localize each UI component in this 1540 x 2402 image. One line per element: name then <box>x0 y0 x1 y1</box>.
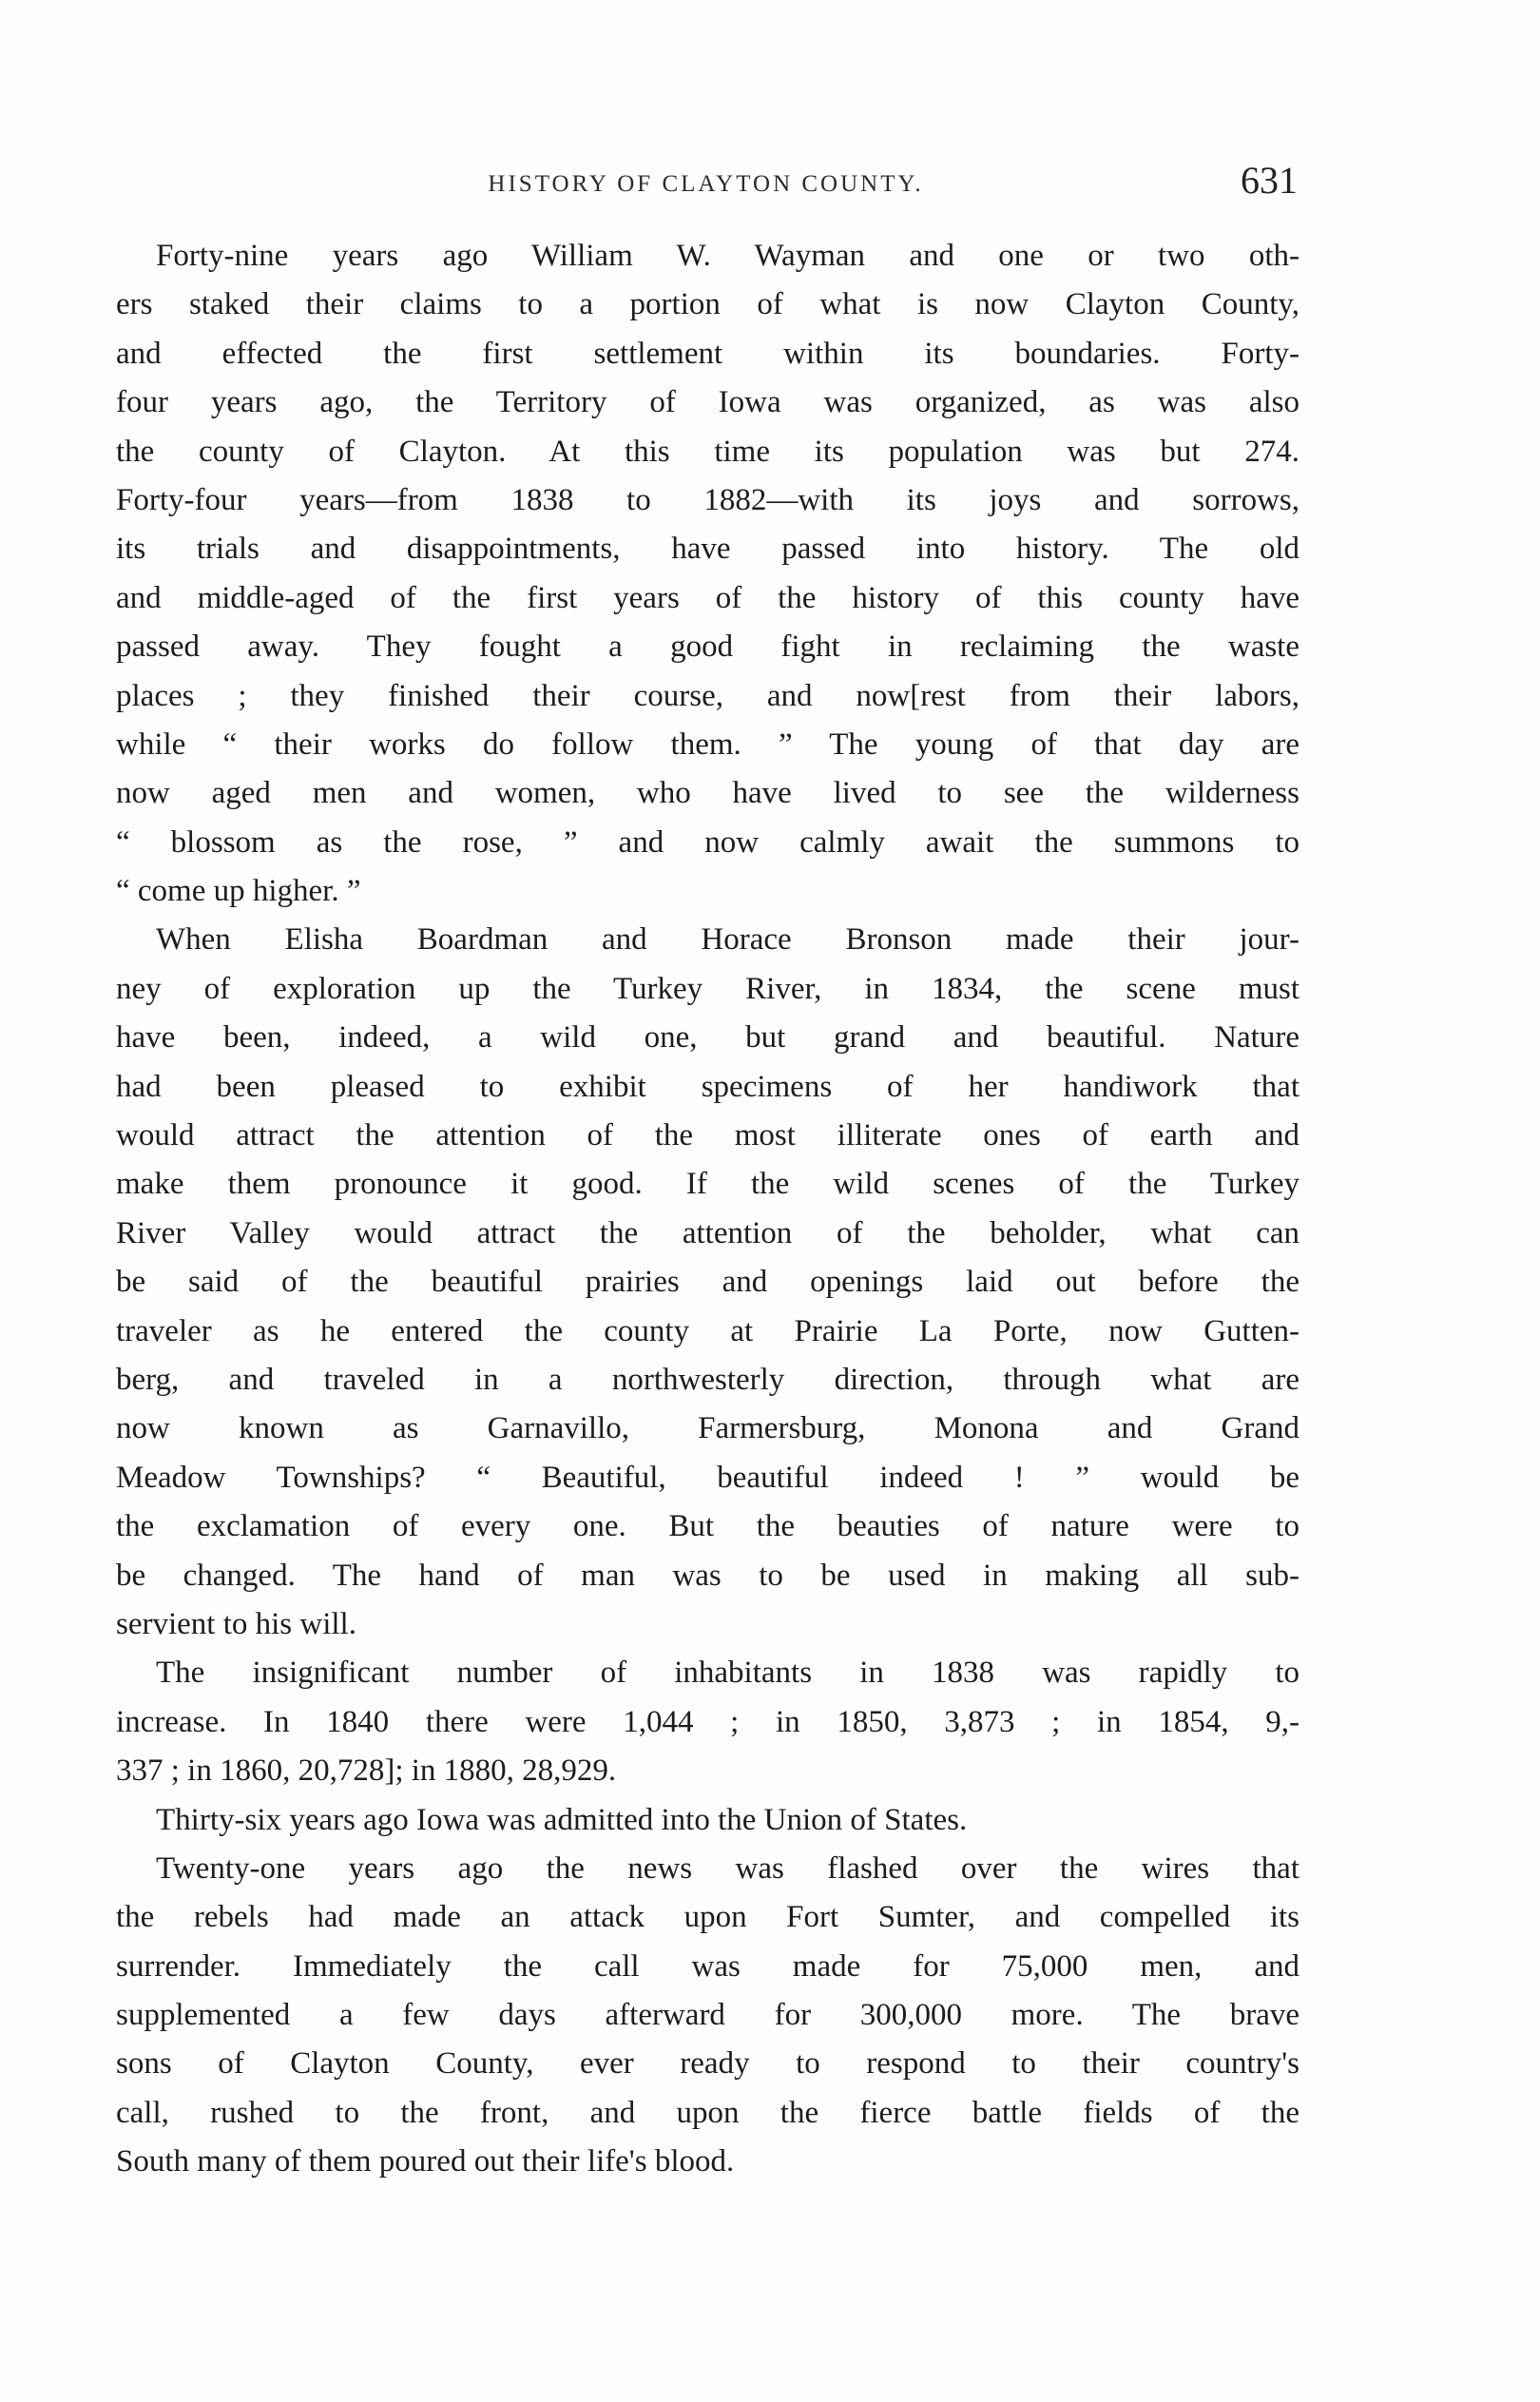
text-line: four years ago, the Territory of Iowa was organized, as was also <box>116 385 1299 420</box>
text-line: be changed. The hand of man was to be used in making all sub- <box>116 1558 1299 1593</box>
text-line: while “ their works do follow them. ” The young of that day are <box>116 726 1299 762</box>
text-line: passed away. They fought a good fight in reclaiming the waste <box>116 630 1299 665</box>
text-line: Meadow Townships? “ Beautiful, beautiful indeed ! ” would be <box>116 1460 1299 1495</box>
text-line: the county of Clayton. At this time its population was but 274. <box>116 434 1299 469</box>
text-line: supplemented a few days afterward for 300,000 more. The brave <box>116 1998 1299 2033</box>
running-head <box>114 158 1298 211</box>
text-line: ney of exploration up the Turkey River, in 1834, the scene must <box>116 971 1299 1006</box>
text-line: be said of the beautiful prairies and openings laid out before the <box>116 1265 1299 1300</box>
text-line: places ; they finished their course, and now[rest from their labors, <box>116 678 1299 713</box>
paragraph <box>116 916 1299 1649</box>
text-line: have been, indeed, a wild one, but grand and beautiful. Nature <box>116 1020 1299 1056</box>
text-line: Thirty-six years ago Iowa was admitted into the Union of States. <box>156 1802 968 1837</box>
text-line: berg, and traveled in a northwesterly direction, through what are <box>116 1362 1299 1397</box>
text-line: surrender. Immediately the call was made for 75,000 men, and <box>116 1948 1299 1984</box>
body-text <box>116 232 1299 2187</box>
text-line: traveler as he entered the county at Prairie La Porte, now Gutten- <box>116 1313 1299 1348</box>
text-line: “ come up higher. ” <box>116 874 361 909</box>
text-line: South many of them poured out their life's blood. <box>116 2144 735 2179</box>
text-line: its trials and disappointments, have passed into history. The old <box>116 532 1299 567</box>
text-line: and middle-aged of the first years of the history of this county have <box>116 580 1299 615</box>
text-line: now aged men and women, who have lived to see the wilderness <box>116 776 1299 811</box>
text-line: Forty-four years—from 1838 to 1882—with its joys and sorrows, <box>116 482 1299 517</box>
text-line: Forty-nine years ago William W. Wayman and one or two oth- <box>156 239 1299 273</box>
paragraph <box>116 232 1299 916</box>
text-line: 337 ; in 1860, 20,728]; in 1880, 28,929. <box>116 1753 617 1789</box>
text-line: would attract the attention of the most illiterate ones of earth and <box>116 1118 1299 1153</box>
text-line: increase. In 1840 there were 1,044 ; in 1850, 3,873 ; in 1854, 9,- <box>116 1704 1299 1739</box>
text-line: ers staked their claims to a portion of what is now Clayton County, <box>116 287 1299 322</box>
text-line: and effected the first settlement within its boundaries. Forty- <box>116 336 1299 371</box>
text-line: had been pleased to exhibit specimens of her handiwork that <box>116 1069 1299 1104</box>
text-line: the exclamation of every one. But the beauties of nature were to <box>116 1509 1299 1544</box>
paragraph <box>116 1649 1299 1795</box>
paragraph <box>116 1796 1299 1845</box>
text-line: make them pronounce it good. If the wild scenes of the Turkey <box>116 1167 1299 1202</box>
text-line: servient to his will. <box>116 1606 356 1641</box>
text-line: now known as Garnavillo, Farmersburg, Monona and Grand <box>116 1411 1299 1446</box>
page-number: 631 <box>1241 159 1298 202</box>
text-line: “ blossom as the rose, ” and now calmly await the summons to <box>116 824 1299 860</box>
text-line: call, rushed to the front, and upon the fierce battle fields of the <box>116 2095 1299 2130</box>
text-line: River Valley would attract the attention of the beholder, what can <box>116 1215 1299 1250</box>
text-line: Twenty-one years ago the news was flashed over the wires that <box>156 1850 1299 1886</box>
text-line: When Elisha Boardman and Horace Bronson made their jour- <box>156 922 1299 958</box>
paragraph <box>116 1845 1299 2187</box>
text-line: sons of Clayton County, ever ready to respond to their country's <box>116 2046 1299 2082</box>
text-line: the rebels had made an attack upon Fort Sumter, and compelled its <box>116 1900 1299 1935</box>
running-title: HISTORY OF CLAYTON COUNTY. <box>488 171 924 197</box>
text-line: The insignificant number of inhabitants in 1838 was rapidly to <box>156 1656 1299 1691</box>
